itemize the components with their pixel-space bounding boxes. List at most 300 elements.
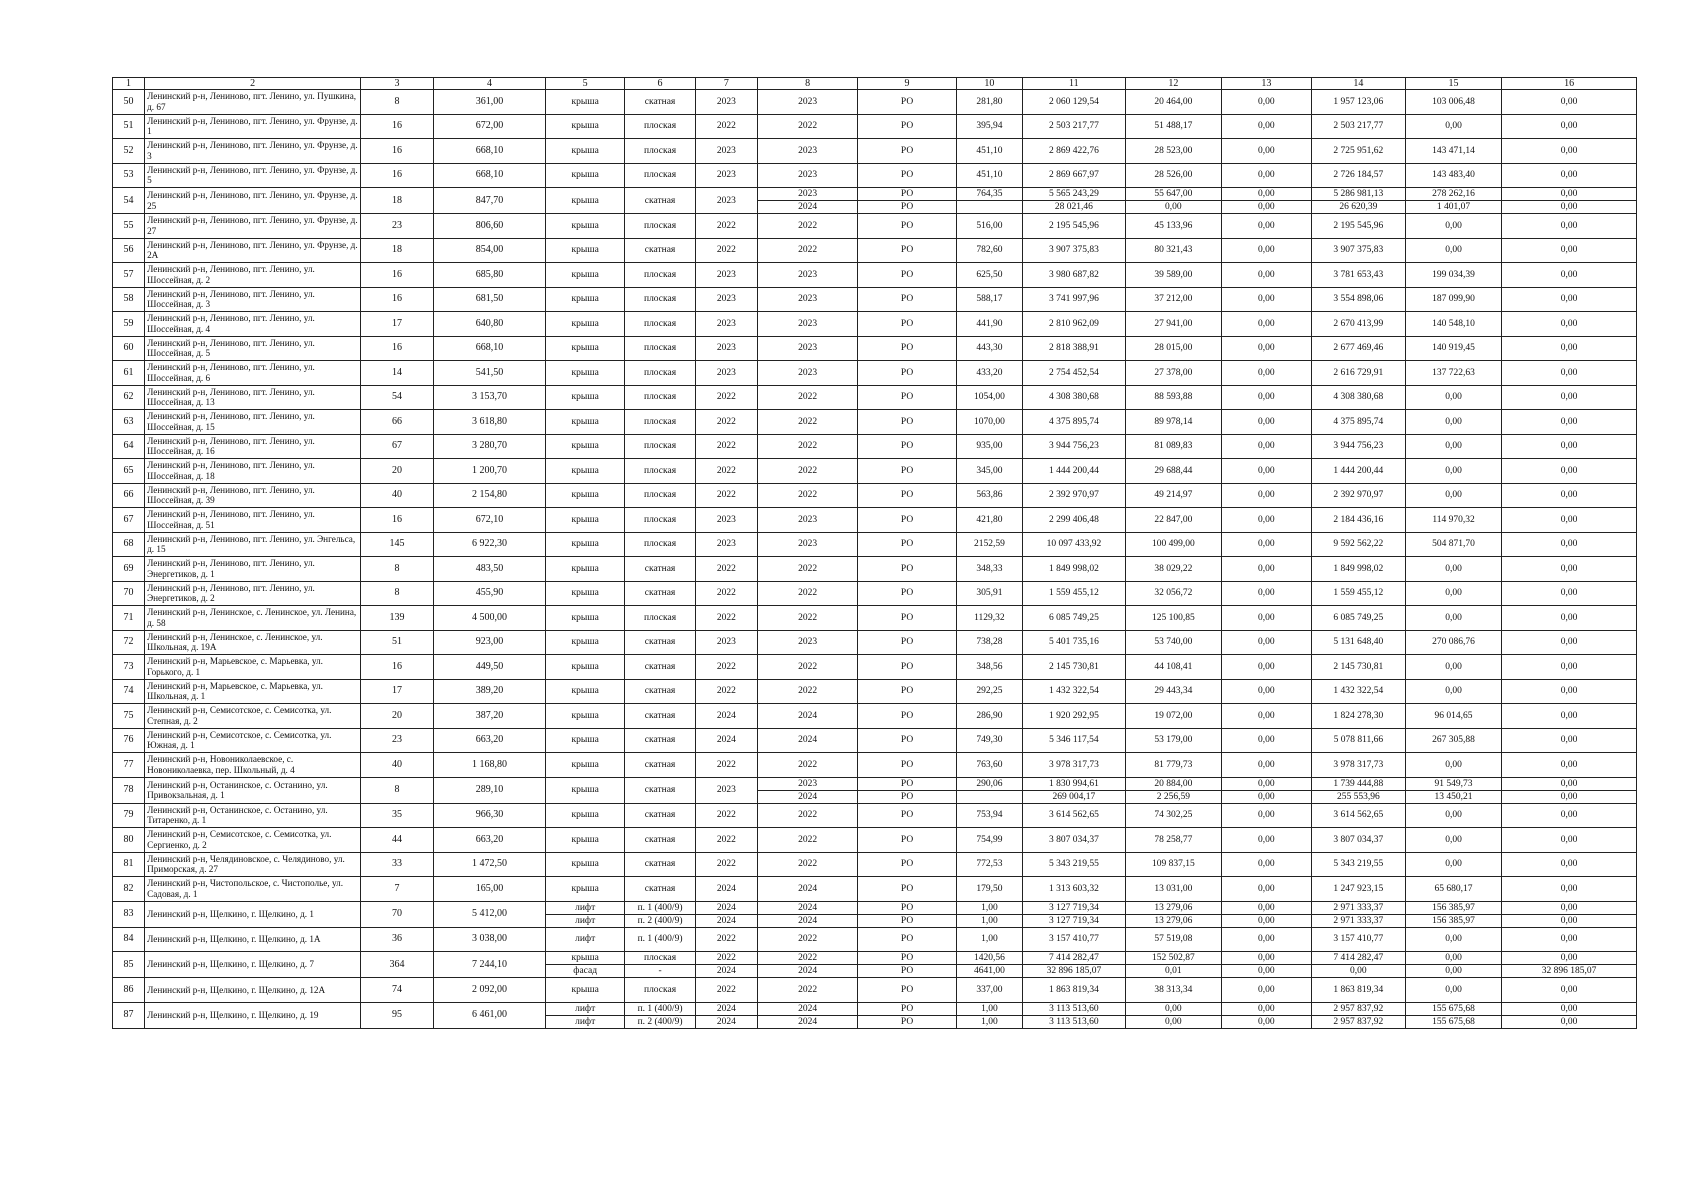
cost-13-cell: 0,00: [1221, 459, 1311, 484]
plan-year-cell: 2022: [695, 385, 757, 410]
apartments-count-cell: 23: [361, 728, 434, 753]
volume-subline: 290,06: [976, 778, 1003, 789]
total-cost-cell: 1 920 292,95: [1023, 704, 1126, 729]
area-cell: 4 500,00: [433, 606, 545, 631]
source-cell: РО: [858, 434, 956, 459]
cost-15-cell: 0,00: [1405, 679, 1501, 704]
cost-16-cell: 0,00: [1502, 312, 1637, 337]
table-body: [113, 90, 1637, 1029]
source-cell: РО: [858, 704, 956, 729]
cost-14-cell: [1311, 1002, 1405, 1028]
column-header-10: 10: [956, 78, 1022, 90]
table-row: [113, 287, 1637, 312]
area-cell: 854,00: [433, 238, 545, 263]
total-cost-cell: 5 343 219,55: [1023, 852, 1126, 877]
apartments-count-cell: 70: [361, 901, 434, 927]
address-cell: Ленинский р-н, Лениново, пгт. Ленино, ул. Шоссейная, д. 5: [145, 336, 361, 361]
plan-year-cell: [695, 1002, 757, 1028]
table-row: [113, 238, 1637, 263]
table-row: [113, 1002, 1637, 1028]
source-subline: РО: [900, 902, 914, 913]
cost-14-cell: 6 085 749,25: [1311, 606, 1405, 631]
element-type-cell: скатная: [625, 679, 696, 704]
cost-15-cell: 0,00: [1405, 978, 1501, 1003]
volume-cell: 348,33: [956, 557, 1022, 582]
cost-13-cell: 0,00: [1221, 385, 1311, 410]
row-number-cell: 79: [113, 803, 145, 828]
volume-cell: 443,30: [956, 336, 1022, 361]
cost-13-subline: 0,00: [1258, 778, 1275, 789]
element-type-subline: плоская: [643, 953, 677, 963]
plan-year-cell: 2022: [695, 679, 757, 704]
total-cost-cell: 1 559 455,12: [1023, 581, 1126, 606]
cost-16-subline: 0,00: [1502, 790, 1636, 803]
volume-cell: 451,10: [956, 163, 1022, 188]
address-cell: Ленинский р-н, Лениново, пгт. Ленино, ул. Шоссейная, д. 15: [145, 410, 361, 435]
source-cell: РО: [858, 581, 956, 606]
table-row: [113, 877, 1637, 902]
address-cell: Ленинский р-н, Челядиновское, с. Челядиново, ул. Приморская, д. 27: [145, 852, 361, 877]
column-header-6: 6: [625, 78, 696, 90]
area-cell: 1 168,80: [433, 753, 545, 778]
table-row: [113, 163, 1637, 188]
address-cell: Ленинский р-н, Лениново, пгт. Ленино, ул. Энергетиков, д. 2: [145, 581, 361, 606]
cost-13-cell: 0,00: [1221, 532, 1311, 557]
work-year-cell: [757, 777, 858, 803]
area-cell: 5 412,00: [433, 901, 545, 927]
cost-15-cell: 187 099,90: [1405, 287, 1501, 312]
cost-14-subline: 2 971 333,37: [1312, 914, 1405, 927]
cost-14-subline: 1 739 444,88: [1333, 778, 1384, 789]
cost-14-cell: 1 957 123,06: [1311, 90, 1405, 115]
work-year-cell: 2022: [757, 803, 858, 828]
column-header-4: 4: [433, 78, 545, 90]
cost-16-cell: 0,00: [1502, 803, 1637, 828]
plan-year-cell: 2023: [695, 508, 757, 533]
work-year-cell: 2022: [757, 459, 858, 484]
total-cost-cell: [1023, 1002, 1126, 1028]
table-row: [113, 214, 1637, 239]
volume-cell: 305,91: [956, 581, 1022, 606]
row-number-cell: 82: [113, 877, 145, 902]
row-number-cell: 71: [113, 606, 145, 631]
cost-15-cell: [1405, 188, 1501, 214]
cost-16-cell: 0,00: [1502, 459, 1637, 484]
apartments-count-cell: 20: [361, 459, 434, 484]
element-cell: крыша: [546, 114, 625, 139]
element-cell: крыша: [546, 753, 625, 778]
row-number-cell: 60: [113, 336, 145, 361]
address-cell: Ленинский р-н, Щелкино, г. Щелкино, д. 12А: [145, 978, 361, 1003]
work-year-cell: 2023: [757, 287, 858, 312]
cost-14-cell: 1 559 455,12: [1311, 581, 1405, 606]
source-cell: РО: [858, 852, 956, 877]
element-type-cell: скатная: [625, 655, 696, 680]
cost-14-subline: 2 957 837,92: [1312, 1015, 1405, 1028]
area-cell: 847,70: [433, 188, 545, 214]
element-type-cell: скатная: [625, 877, 696, 902]
cost-15-cell: 96 014,65: [1405, 704, 1501, 729]
address-cell: Ленинский р-н, Лениново, пгт. Ленино, ул. Шоссейная, д. 13: [145, 385, 361, 410]
apartments-count-cell: 8: [361, 557, 434, 582]
volume-subline: 1420,56: [973, 953, 1005, 963]
element-cell: крыша: [546, 483, 625, 508]
cost-12-cell: 38 313,34: [1125, 978, 1221, 1003]
cost-15-cell: 0,00: [1405, 753, 1501, 778]
cost-15-cell: 0,00: [1405, 803, 1501, 828]
plan-year-cell: 2024: [695, 704, 757, 729]
source-subline: РО: [900, 778, 914, 789]
area-cell: 289,10: [433, 777, 545, 803]
source-cell: РО: [858, 139, 956, 164]
volume-cell: 563,86: [956, 483, 1022, 508]
source-cell: РО: [858, 483, 956, 508]
work-year-cell: 2022: [757, 927, 858, 952]
work-year-cell: 2022: [757, 978, 858, 1003]
cost-14-subline: 2 957 837,92: [1333, 1003, 1384, 1014]
plan-year-cell: 2022: [695, 557, 757, 582]
source-cell: РО: [858, 877, 956, 902]
cost-13-cell: 0,00: [1221, 877, 1311, 902]
row-number-cell: 56: [113, 238, 145, 263]
cost-15-cell: 0,00: [1405, 214, 1501, 239]
area-cell: 389,20: [433, 679, 545, 704]
cost-14-cell: 4 375 895,74: [1311, 410, 1405, 435]
table-row: [113, 532, 1637, 557]
cost-15-cell: 0,00: [1405, 581, 1501, 606]
element-cell: крыша: [546, 90, 625, 115]
cost-14-subline: 0,00: [1312, 964, 1405, 977]
work-year-subline: 2023: [798, 778, 818, 789]
element-type-cell: [625, 1002, 696, 1028]
work-year-subline: 2022: [798, 953, 818, 963]
apartments-count-cell: 14: [361, 361, 434, 386]
row-number-cell: 55: [113, 214, 145, 239]
plan-year-cell: 2022: [695, 852, 757, 877]
source-cell: РО: [858, 114, 956, 139]
element-cell: крыша: [546, 287, 625, 312]
cost-14-cell: 3 944 756,23: [1311, 434, 1405, 459]
total-cost-cell: 2 818 388,91: [1023, 336, 1126, 361]
apartments-count-cell: 16: [361, 139, 434, 164]
cost-13-cell: 0,00: [1221, 606, 1311, 631]
element-subline: лифт: [546, 914, 624, 927]
cost-14-cell: 1 824 278,30: [1311, 704, 1405, 729]
row-number-cell: 51: [113, 114, 145, 139]
area-cell: 966,30: [433, 803, 545, 828]
apartments-count-cell: 17: [361, 312, 434, 337]
table-row: [113, 828, 1637, 853]
cost-15-cell: 0,00: [1405, 852, 1501, 877]
cost-16-cell: 0,00: [1502, 679, 1637, 704]
cost-13-cell: 0,00: [1221, 361, 1311, 386]
plan-year-cell: 2023: [695, 139, 757, 164]
cost-16-cell: 0,00: [1502, 852, 1637, 877]
plan-year-cell: 2022: [695, 434, 757, 459]
work-year-cell: 2023: [757, 361, 858, 386]
element-type-cell: скатная: [625, 557, 696, 582]
volume-subline: 4641,00: [957, 964, 1022, 977]
area-cell: 681,50: [433, 287, 545, 312]
total-cost-cell: 2 869 667,97: [1023, 163, 1126, 188]
cost-12-cell: 125 100,85: [1125, 606, 1221, 631]
plan-year-cell: 2023: [695, 90, 757, 115]
cost-14-cell: 1 863 819,34: [1311, 978, 1405, 1003]
table-row: [113, 361, 1637, 386]
table-row: [113, 704, 1637, 729]
element-type-cell: плоская: [625, 508, 696, 533]
cost-12-cell: [1125, 188, 1221, 214]
total-cost-cell: 1 432 322,54: [1023, 679, 1126, 704]
volume-subline: 1,00: [981, 902, 998, 913]
cost-15-cell: 143 483,40: [1405, 163, 1501, 188]
element-cell: [546, 1002, 625, 1028]
column-header-12: 12: [1125, 78, 1221, 90]
work-year-cell: 2022: [757, 410, 858, 435]
cost-15-subline: 0,00: [1406, 964, 1501, 977]
work-year-subline: 2023: [798, 189, 818, 199]
cost-14-cell: 5 131 648,40: [1311, 630, 1405, 655]
total-cost-subline: 3 127 719,34: [1023, 914, 1125, 927]
cost-12-cell: [1125, 777, 1221, 803]
cost-15-cell: 137 722,63: [1405, 361, 1501, 386]
source-cell: [858, 1002, 956, 1028]
column-header-1: 1: [113, 78, 145, 90]
document-sheet: [112, 77, 1637, 1106]
cost-14-subline: 2 971 333,37: [1333, 902, 1384, 913]
volume-subline: 1,00: [957, 914, 1022, 927]
work-year-cell: 2023: [757, 508, 858, 533]
table-row: [113, 655, 1637, 680]
cost-12-subline: 0,00: [1126, 1015, 1221, 1028]
source-cell: [858, 952, 956, 978]
volume-cell: 179,50: [956, 877, 1022, 902]
cost-14-cell: 5 078 811,66: [1311, 728, 1405, 753]
element-cell: крыша: [546, 704, 625, 729]
area-cell: 2 092,00: [433, 978, 545, 1003]
cost-14-cell: 2 145 730,81: [1311, 655, 1405, 680]
volume-cell: 286,90: [956, 704, 1022, 729]
column-header-2: 2: [145, 78, 361, 90]
element-type-subline: п. 1 (400/9): [637, 902, 683, 913]
cost-14-cell: 9 592 562,22: [1311, 532, 1405, 557]
plan-year-cell: 2023: [695, 163, 757, 188]
element-cell: крыша: [546, 508, 625, 533]
source-cell: РО: [858, 287, 956, 312]
work-year-cell: 2023: [757, 630, 858, 655]
apartments-count-cell: 20: [361, 704, 434, 729]
element-cell: крыша: [546, 336, 625, 361]
element-type-cell: скатная: [625, 90, 696, 115]
source-cell: РО: [858, 508, 956, 533]
cost-15-cell: 0,00: [1405, 606, 1501, 631]
column-header-5: 5: [546, 78, 625, 90]
apartments-count-cell: 66: [361, 410, 434, 435]
volume-cell: 753,94: [956, 803, 1022, 828]
address-cell: Ленинский р-н, Лениново, пгт. Ленино, ул. Шоссейная, д. 6: [145, 361, 361, 386]
area-cell: 3 153,70: [433, 385, 545, 410]
cost-14-cell: 3 781 653,43: [1311, 263, 1405, 288]
cost-13-cell: 0,00: [1221, 312, 1311, 337]
element-type-cell: плоская: [625, 287, 696, 312]
cost-12-cell: 49 214,97: [1125, 483, 1221, 508]
address-cell: Ленинский р-н, Лениново, пгт. Ленино, ул. Шоссейная, д. 2: [145, 263, 361, 288]
cost-14-cell: 1 432 322,54: [1311, 679, 1405, 704]
volume-subline: 1,00: [957, 1015, 1022, 1028]
cost-16-cell: 0,00: [1502, 753, 1637, 778]
volume-cell: 421,80: [956, 508, 1022, 533]
total-cost-cell: 2 299 406,48: [1023, 508, 1126, 533]
cost-14-cell: 2 616 729,91: [1311, 361, 1405, 386]
source-cell: РО: [858, 163, 956, 188]
element-type-cell: плоская: [625, 336, 696, 361]
cost-14-cell: 4 308 380,68: [1311, 385, 1405, 410]
cost-15-cell: [1405, 952, 1501, 978]
cost-14-cell: [1311, 777, 1405, 803]
cost-14-cell: [1311, 952, 1405, 978]
cost-16-cell: 0,00: [1502, 978, 1637, 1003]
cost-16-cell: 0,00: [1502, 114, 1637, 139]
volume-cell: 763,60: [956, 753, 1022, 778]
column-header-13: 13: [1221, 78, 1311, 90]
cost-15-cell: 199 034,39: [1405, 263, 1501, 288]
cost-12-cell: 100 499,00: [1125, 532, 1221, 557]
address-cell: Ленинский р-н, Марьевское, с. Марьевка, ул. Школьная, д. 1: [145, 679, 361, 704]
source-cell: РО: [858, 655, 956, 680]
address-cell: Ленинский р-н, Семисотское, с. Семисотка, ул. Степная, д. 2: [145, 704, 361, 729]
source-cell: РО: [858, 679, 956, 704]
cost-13-cell: 0,00: [1221, 483, 1311, 508]
cost-13-cell: 0,00: [1221, 410, 1311, 435]
cost-16-subline: 0,00: [1560, 953, 1578, 963]
cost-14-cell: 2 677 469,46: [1311, 336, 1405, 361]
table-row: [113, 139, 1637, 164]
total-cost-cell: 2 060 129,54: [1023, 90, 1126, 115]
volume-cell: 2152,59: [956, 532, 1022, 557]
volume-cell: 348,56: [956, 655, 1022, 680]
cost-16-subline: 0,00: [1560, 189, 1578, 199]
element-type-cell: плоская: [625, 214, 696, 239]
source-cell: РО: [858, 753, 956, 778]
area-cell: 449,50: [433, 655, 545, 680]
total-cost-cell: 1 444 200,44: [1023, 459, 1126, 484]
source-cell: РО: [858, 828, 956, 853]
cost-13-cell: 0,00: [1221, 508, 1311, 533]
volume-cell: 451,10: [956, 139, 1022, 164]
element-type-cell: [625, 952, 696, 978]
cost-16-subline: 32 896 185,07: [1502, 964, 1636, 977]
cost-13-cell: 0,00: [1221, 828, 1311, 853]
volume-cell: 516,00: [956, 214, 1022, 239]
cost-16-cell: 0,00: [1502, 263, 1637, 288]
apartments-count-cell: 17: [361, 679, 434, 704]
cost-15-cell: 0,00: [1405, 828, 1501, 853]
area-cell: 668,10: [433, 163, 545, 188]
row-number-cell: 63: [113, 410, 145, 435]
cost-16-cell: [1502, 1002, 1637, 1028]
element-cell: крыша: [546, 188, 625, 214]
cost-14-cell: 3 807 034,37: [1311, 828, 1405, 853]
cost-15-subline: 155 675,68: [1406, 1015, 1501, 1028]
plan-year-cell: 2022: [695, 483, 757, 508]
column-header-15: 15: [1405, 78, 1501, 90]
work-year-cell: 2023: [757, 139, 858, 164]
work-year-cell: 2023: [757, 263, 858, 288]
volume-cell: 433,20: [956, 361, 1022, 386]
work-year-cell: [757, 188, 858, 214]
address-cell: Ленинский р-н, Щелкино, г. Щелкино, д. 1: [145, 901, 361, 927]
address-cell: Ленинский р-н, Чистопольское, с. Чистополье, ул. Садовая, д. 1: [145, 877, 361, 902]
work-year-subline: 2024: [758, 964, 858, 977]
apartments-count-cell: 67: [361, 434, 434, 459]
source-cell: РО: [858, 238, 956, 263]
address-cell: Ленинский р-н, Лениново, пгт. Ленино, ул. Шоссейная, д. 16: [145, 434, 361, 459]
work-year-cell: 2022: [757, 581, 858, 606]
row-number-cell: 52: [113, 139, 145, 164]
row-number-cell: 59: [113, 312, 145, 337]
element-cell: крыша: [546, 630, 625, 655]
address-cell: Ленинский р-н, Лениново, пгт. Ленино, ул. Фрунзе, д. 1: [145, 114, 361, 139]
work-year-cell: 2023: [757, 532, 858, 557]
cost-12-cell: 37 212,00: [1125, 287, 1221, 312]
cost-13-cell: 0,00: [1221, 679, 1311, 704]
volume-cell: 772,53: [956, 852, 1022, 877]
element-type-cell: плоская: [625, 114, 696, 139]
cost-16-cell: 0,00: [1502, 90, 1637, 115]
element-cell: крыша: [546, 163, 625, 188]
element-subline: лифт: [575, 902, 596, 913]
cost-13-cell: 0,00: [1221, 704, 1311, 729]
table-row: [113, 459, 1637, 484]
area-cell: 640,80: [433, 312, 545, 337]
column-header-3: 3: [361, 78, 434, 90]
cost-14-cell: 3 978 317,73: [1311, 753, 1405, 778]
work-year-cell: 2022: [757, 434, 858, 459]
cost-14-cell: 1 444 200,44: [1311, 459, 1405, 484]
area-cell: 668,10: [433, 336, 545, 361]
cost-12-cell: 44 108,41: [1125, 655, 1221, 680]
source-cell: РО: [858, 459, 956, 484]
column-number-header-row: [113, 78, 1637, 90]
cost-15-cell: 267 305,88: [1405, 728, 1501, 753]
total-cost-cell: 2 503 217,77: [1023, 114, 1126, 139]
work-year-cell: 2022: [757, 852, 858, 877]
source-cell: РО: [858, 336, 956, 361]
volume-cell: [956, 901, 1022, 927]
work-year-cell: 2022: [757, 483, 858, 508]
source-cell: РО: [858, 803, 956, 828]
row-number-cell: 57: [113, 263, 145, 288]
volume-cell: 749,30: [956, 728, 1022, 753]
cost-13-cell: 0,00: [1221, 927, 1311, 952]
element-type-cell: п. 1 (400/9): [625, 927, 696, 952]
cost-13-cell: 0,00: [1221, 630, 1311, 655]
apartments-count-cell: 95: [361, 1002, 434, 1028]
volume-cell: 1,00: [956, 927, 1022, 952]
apartments-count-cell: 33: [361, 852, 434, 877]
area-cell: 165,00: [433, 877, 545, 902]
work-year-cell: 2023: [757, 312, 858, 337]
cost-14-cell: 2 184 436,16: [1311, 508, 1405, 533]
apartments-count-cell: 139: [361, 606, 434, 631]
row-number-cell: 61: [113, 361, 145, 386]
element-type-cell: скатная: [625, 828, 696, 853]
cost-16-cell: 0,00: [1502, 508, 1637, 533]
plan-year-cell: 2023: [695, 336, 757, 361]
total-cost-cell: 3 807 034,37: [1023, 828, 1126, 853]
volume-cell: 738,28: [956, 630, 1022, 655]
cost-16-cell: 0,00: [1502, 361, 1637, 386]
